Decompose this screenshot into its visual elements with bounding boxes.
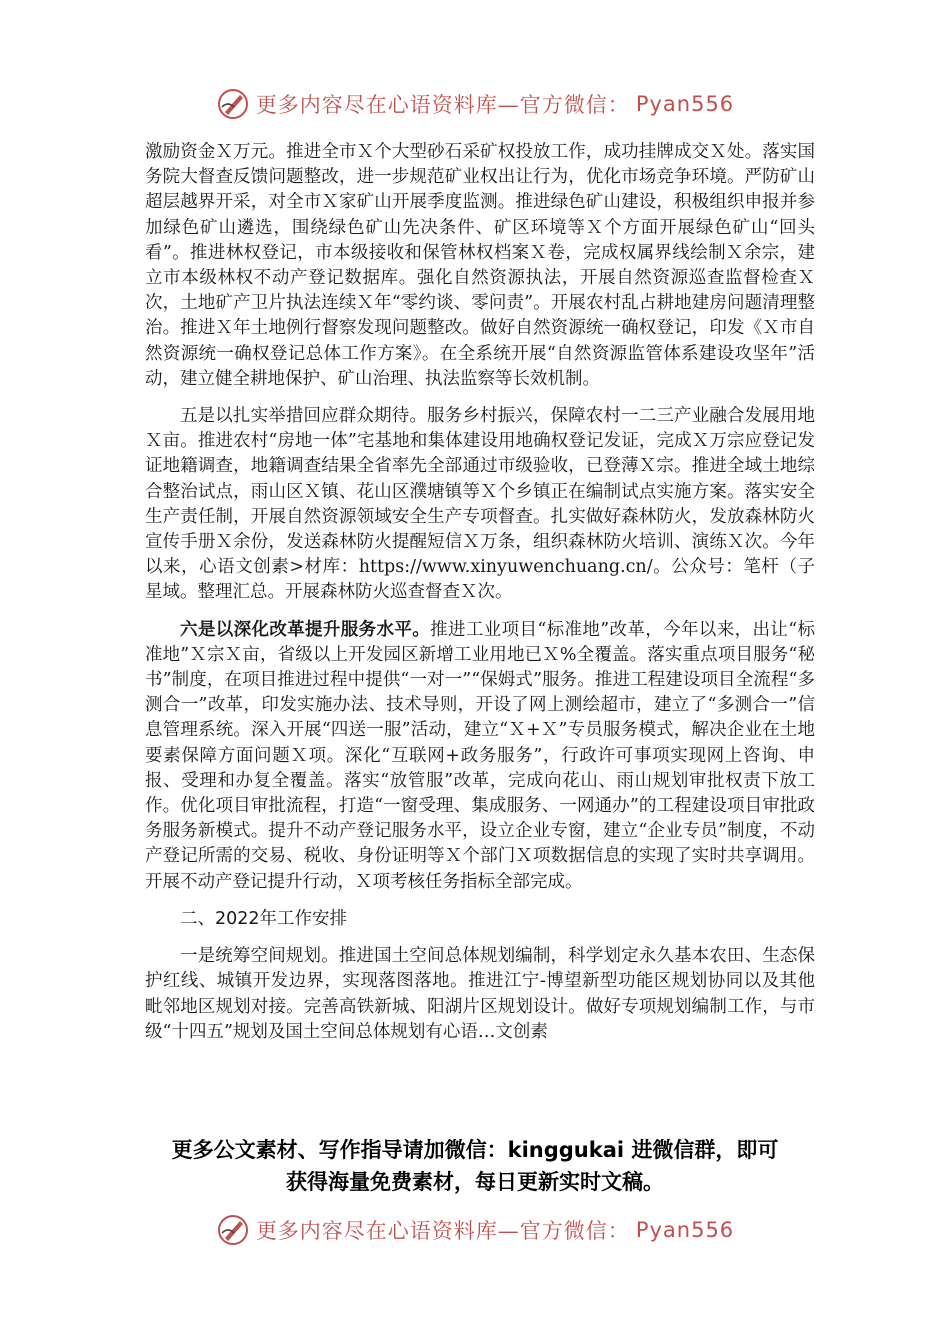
- paragraph-point-six-text: 推进工业项目“标准地”改革，今年以来，出让“标准地”Ｘ宗Ｘ亩，省级以上开发园区新增工业用地已Ｘ%全覆盖。落实重点项目服务“秘书”制度，在项目推进过程中提供“一对一”“保姆式”服务。推进工程建设项目全流程“多测合一”改革，印发实施办法、技术导则，开设了网上测绘超市，建立了“多测合一”信息管理系统。深入开展“四送一服”活动，建立“Ｘ+Ｘ”专员服务模式，解决企业在土地要素保障方面问题Ｘ项。深化“互联网+政务服务”，行政许可事项实现网上咨询、申报、受理和办复全覆盖。落实“放管服”改革，完成向花山、雨山规划审批权责下放工作。优化项目审批流程，打造“一窗受理、集成服务、一网通办”的工程建设项目审批政务服务新模式。提升不动产登记服务水平，设立企业专窗，建立“企业专员”制度，不动产登记所需的交易、税收、身份证明等Ｘ个部门Ｘ项数据信息的实现了实时共享调用。开展不动产登记提升行动，Ｘ项考核任务指标全部完成。: [145, 619, 816, 892]
- pen-scroll-logo-icon: [216, 87, 250, 121]
- header-banner-text: 更多内容尽在心语资料库—官方微信：: [255, 93, 630, 117]
- promo-notice: [120, 1134, 830, 1198]
- promo-line-1: 更多公文素材、写作指导请加微信：kinggukai 进微信群，即可: [171, 1138, 779, 1162]
- paragraph-point-five: 五是以扎实举措回应群众期待。服务乡村振兴，保障农村一二三产业融合发展用地Ｘ亩。推进农村“房地一体”宅基地和集体建设用地确权登记发证，完成Ｘ万宗应登记发证地籍调查，地籍调查结果全省率先全部通过市级验收，已登薄Ｘ宗。推进全域土地综合整治试点，雨山区Ｘ镇、花山区濮塘镇等Ｘ个乡镇正在编制试点实施方案。落实安全生产责任制，开展自然资源领域安全生产专项督查。扎实做好森林防火，发放森林防火宣传手册Ｘ余份，发送森林防火提醒短信Ｘ万条，组织森林防火培训、演练Ｘ次。今年以来，心语文创素>材库：https://www.xinyuwenchuang.cn/。公众号：笔杆（子星域。整理汇总。开展森林防火巡查督查Ｘ次。: [145, 406, 815, 603]
- header-wechat-id: Pyan556: [635, 92, 735, 116]
- footer-banner: [0, 1208, 950, 1252]
- paragraph-point-six: [145, 618, 815, 895]
- section-heading-2022-plan: 二、2022年工作安排: [180, 908, 348, 929]
- footer-banner-text: 更多内容尽在心语资料库—官方微信：: [255, 1219, 630, 1243]
- footer-wechat-id: Pyan556: [635, 1218, 735, 1242]
- paragraph-mining-forestry: 激励资金Ｘ万元。推进全市Ｘ个大型砂石采矿权投放工作，成功挂牌成交Ｘ处。落实国务院大督查反馈问题整改，进一步规范矿业权出让行为，优化市场竞争环境。严防矿山超层越界开采，对全市Ｘ家矿山开展季度监测。推进绿色矿山建设，积极组织申报并参加绿色矿山遴选，围绕绿色矿山先决条件、矿区环境等Ｘ个方面开展绿色矿山“回头看”。推进林权登记，市本级接收和保管林权档案Ｘ卷，完成权属界线绘制Ｘ余宗，建立市本级林权不动产登记数据库。强化自然资源执法，开展自然资源巡查监督检查Ｘ次，土地矿产卫片执法连续Ｘ年“零约谈、零问责”。开展农村乱占耕地建房问题清理整治。推进Ｘ年土地例行督察发现问题整改。做好自然资源统一确权登记，印发《Ｘ市自然资源统一确权登记总体工作方案》。在全系统开展“自然资源监管体系建设攻坚年”活动，建立健全耕地保护、矿山治理、执法监察等长效机制。: [145, 142, 815, 389]
- header-banner: [0, 82, 950, 126]
- pen-scroll-logo-icon: [216, 1213, 250, 1247]
- promo-line-2: 获得海量免费素材，每日更新实时文稿。: [286, 1170, 664, 1194]
- paragraph-point-six-lead: 六是以深化改革提升服务水平。: [180, 619, 431, 640]
- document-body: [145, 140, 815, 1045]
- paragraph-plan-point-one: 一是统筹空间规划。推进国土空间总体规划编制，科学划定永久基本农田、生态保护红线、城镇开发边界，实现落图落地。推进江宁-博望新型功能区规划协同以及其他毗邻地区规划对接。完善高铁新城、阳湖片区规划设计。做好专项规划编制工作，与市级“十四五”规划及国土空间总体规划有心语…文创素: [145, 946, 815, 1042]
